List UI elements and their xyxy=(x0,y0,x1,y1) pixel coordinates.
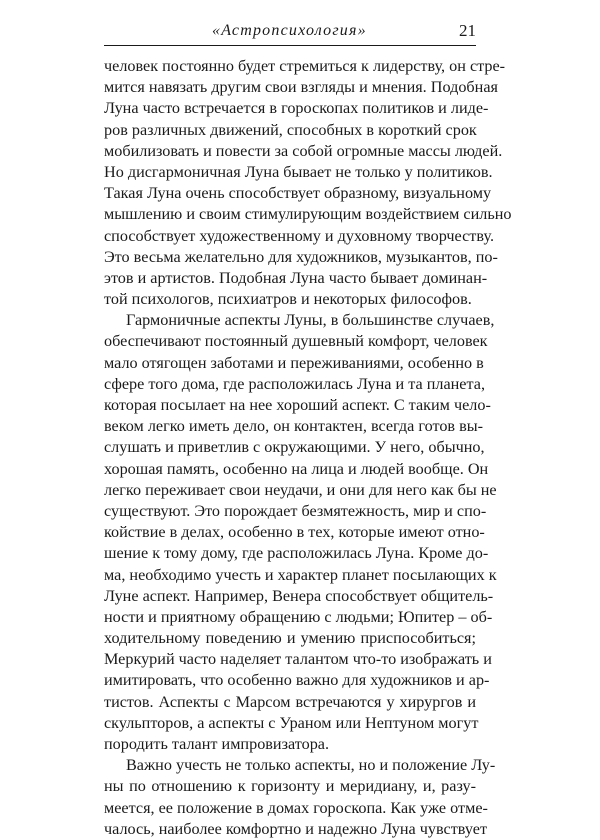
text-line: мышлению и своим стимулирующим воздействием сильно xyxy=(104,205,512,224)
text-line: Луне аспект. Например, Венера способствует общитель- xyxy=(104,586,494,605)
text-line: Такая Луна очень способствует образному, визуальному xyxy=(104,184,492,203)
text-line: способствует художественному и духовному творчеству. xyxy=(104,226,494,245)
text-line: мобилизовать и повести за собой огромные массы людей. xyxy=(104,141,503,160)
text-line: существуют. Это порождает безмятежность, мир и спо- xyxy=(104,501,487,520)
running-header xyxy=(104,20,476,44)
text-line: этов и артистов. Подобная Луна часто бывает доминан- xyxy=(104,268,488,287)
text-line: ходительному поведению и умению приспособиться; xyxy=(104,629,476,648)
text-line: той психологов, психиатров и некоторых философов. xyxy=(104,290,472,309)
text-line: породить талант импровизатора. xyxy=(104,735,330,753)
text-line: Гармоничные аспекты Луны, в большинстве случаев, xyxy=(126,311,495,330)
text-line: мится навязать другим свои взгляды и мнения. Подобная xyxy=(104,78,498,97)
text-line: обеспечивают постоянный душевный комфорт, человек xyxy=(104,332,488,351)
header-rule xyxy=(104,45,476,46)
text-line: скульпторов, а аспекты с Ураном или Нептуном могут xyxy=(104,713,479,732)
text-line: мало отягощен заботами и переживаниями, особенно в xyxy=(104,353,484,372)
text-line: Луна часто встречается в гороскопах политиков и лиде- xyxy=(104,99,489,118)
text-line: койствие в делах, особенно в тех, которые имеют отно- xyxy=(104,523,485,542)
text-line: веком легко иметь дело, он контактен, всегда готов вы- xyxy=(104,417,484,436)
paragraph xyxy=(104,56,512,310)
text-line: чалось, наиболее комфортно и надежно Луна чувствует xyxy=(104,819,488,838)
text-line: шение к тому дому, где расположилась Луна. Кроме до- xyxy=(104,544,489,563)
paragraph xyxy=(104,310,497,755)
text-line: Меркурий часто наделяет талантом что-то изображать и xyxy=(104,650,492,669)
paragraph xyxy=(104,755,496,840)
text-line: хорошая память, особенно на лица и людей вообще. Он xyxy=(104,459,489,478)
text-line: слушать и приветлив с окружающими. У него, обычно, xyxy=(104,438,485,457)
text-line: имитировать, что особенно важно для художников и ар- xyxy=(104,671,490,690)
page-number: 21 xyxy=(459,21,476,40)
text-line: ма, необходимо учесть и характер планет посылающих к xyxy=(104,565,497,584)
text-line: ров различных движений, способных в короткий срок xyxy=(104,120,477,139)
text-line: легко переживает свои неудачи, и они для него как бы не xyxy=(104,480,497,499)
text-line: Но дисгармоничная Луна бывает не только у политиков. xyxy=(104,162,493,181)
text-line: человек постоянно будет стремиться к лидерству, он стре- xyxy=(104,57,506,75)
text-line: меется, ее положение в домах гороскопа. Как уже отме- xyxy=(104,798,488,817)
body-text xyxy=(104,56,512,840)
text-line: ны по отношению к горизонту и меридиану, и, разу- xyxy=(104,777,476,796)
text-line: которая посылает на нее хороший аспект. С таким чело- xyxy=(104,396,491,414)
text-line: сфере того дома, где расположилась Луна и та планета, xyxy=(104,374,485,393)
text-line: ности и приятному обращению с людьми; Юпитер – об- xyxy=(104,607,493,626)
text-line: Важно учесть не только аспекты, но и положение Лу- xyxy=(126,756,496,775)
running-title: «Астропсихология» xyxy=(212,22,367,39)
text-line: тистов. Аспекты с Марсом встречаются у хирургов и xyxy=(104,692,476,711)
text-line: Это весьма желательно для художников, музыкантов, по- xyxy=(104,247,498,266)
